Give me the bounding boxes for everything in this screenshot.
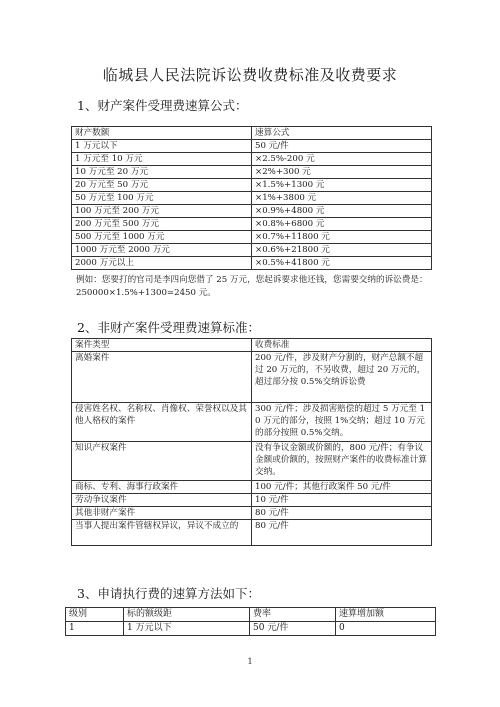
table-cell: 商标、专利、海事行政案件 — [72, 481, 252, 494]
table-header-row — [72, 127, 432, 140]
property-fee-table — [71, 126, 432, 270]
table-cell: ×2%+300 元 — [252, 166, 432, 179]
header-cell: 费率 — [250, 608, 336, 622]
table-cell: ×0.9%+4800 元 — [252, 205, 432, 218]
table-cell: 10 元/件 — [252, 494, 432, 507]
table-cell: ×1.5%+1300 元 — [252, 179, 432, 192]
table-cell: 知识产权案件 — [72, 442, 252, 481]
table-cell: 300 元/件；涉及损害赔偿的超过 5 万元至 10 万元的部分，按照 1%交纳；超过 10 万元的部分按照 0.5%交纳。 — [252, 403, 432, 442]
header-cell: 财产数额 — [72, 127, 252, 140]
table-row — [72, 166, 432, 179]
table-row — [72, 140, 432, 153]
page-number: 1 — [247, 657, 253, 666]
table-cell: 侵害姓名权、名称权、肖像权、荣誉权以及其他人格权的案件 — [72, 403, 252, 442]
header-cell: 案件类型 — [72, 339, 252, 352]
table-cell: 1 — [66, 622, 124, 636]
table-row — [72, 507, 432, 520]
table-cell: 20 万元至 50 万元 — [72, 179, 252, 192]
table-cell: 劳动争议案件 — [72, 494, 252, 507]
table-header-row — [66, 608, 436, 622]
table-cell: ×0.8%+6800 元 — [252, 218, 432, 231]
table-cell: 当事人提出案件管辖权异议，异议不成立的 — [72, 520, 252, 546]
section3-heading: 3、申请执行费的速算方法如下： — [77, 586, 260, 601]
header-cell: 速算增加额 — [336, 608, 436, 622]
table-cell: 500 万元至 1000 万元 — [72, 231, 252, 244]
table-cell: 其他非财产案件 — [72, 507, 252, 520]
table-cell: ×0.5%+41800 元 — [252, 257, 432, 270]
table-row — [72, 442, 432, 481]
table-row — [72, 520, 432, 546]
table-row — [66, 622, 436, 636]
table-cell: ×2.5%-200 元 — [252, 153, 432, 166]
table-row — [72, 494, 432, 507]
section1-heading: 1、财产案件受理费速算公式： — [77, 98, 248, 113]
header-cell: 级别 — [66, 608, 124, 622]
table-cell: 200 万元至 500 万元 — [72, 218, 252, 231]
table-cell: 100 万元至 200 万元 — [72, 205, 252, 218]
table-row — [72, 218, 432, 231]
execution-fee-table — [65, 607, 436, 636]
table-cell: 50 万元至 100 万元 — [72, 192, 252, 205]
table-row — [72, 244, 432, 257]
table-cell: 80 元/件 — [252, 520, 432, 546]
page-title: 临城县人民法院诉讼费收费标准及收费要求 — [102, 66, 398, 84]
table-row — [72, 352, 432, 403]
table-cell: 1000 万元至 2000 万元 — [72, 244, 252, 257]
header-cell: 速算公式 — [252, 127, 432, 140]
table-cell: ×0.6%+21800 元 — [252, 244, 432, 257]
table-cell: 50 元/件 — [250, 622, 336, 636]
table-cell: 1 万元以下 — [124, 622, 250, 636]
table-cell: 离婚案件 — [72, 352, 252, 403]
table-cell: 2000 万元以上 — [72, 257, 252, 270]
table-cell: 200 元/件，涉及财产分割的，财产总额不超过 20 万元的，不另收费，超过 20 万元的，超过部分按 0.5%交纳诉讼费 — [252, 352, 432, 403]
example-note: 例如：您要打的官司是李四向您借了 25 万元，您起诉要求他还钱，您需要交纳的诉讼费是：250000×1.5%+1300=2450 元。 — [76, 275, 428, 298]
table-row — [72, 192, 432, 205]
table-cell: 0 — [336, 622, 436, 636]
table-row — [72, 153, 432, 166]
table-cell: 10 万元至 20 万元 — [72, 166, 252, 179]
table-row — [72, 231, 432, 244]
table-cell: ×1%+3800 元 — [252, 192, 432, 205]
table-row — [72, 179, 432, 192]
table-row — [72, 403, 432, 442]
header-cell: 标的额级距 — [124, 608, 250, 622]
table-header-row — [72, 339, 432, 352]
table-cell: 没有争议金额或价额的，800 元/件；有争议金额或价额的，按照财产案件的收费标准计算交纳。 — [252, 442, 432, 481]
header-cell: 收费标准 — [252, 339, 432, 352]
table-cell: ×0.7%+11800 元 — [252, 231, 432, 244]
table-cell: 50 元/件 — [252, 140, 432, 153]
table-row — [72, 481, 432, 494]
table-cell: 80 元/件 — [252, 507, 432, 520]
table-row — [72, 257, 432, 270]
table-cell: 1 万元至 10 万元 — [72, 153, 252, 166]
section2-heading: 2、非财产案件受理费速算标准： — [77, 320, 260, 335]
non-property-fee-table — [71, 338, 432, 546]
table-cell: 100 元/件；其他行政案件 50 元/件 — [252, 481, 432, 494]
table-row — [72, 205, 432, 218]
table-cell: 1 万元以下 — [72, 140, 252, 153]
